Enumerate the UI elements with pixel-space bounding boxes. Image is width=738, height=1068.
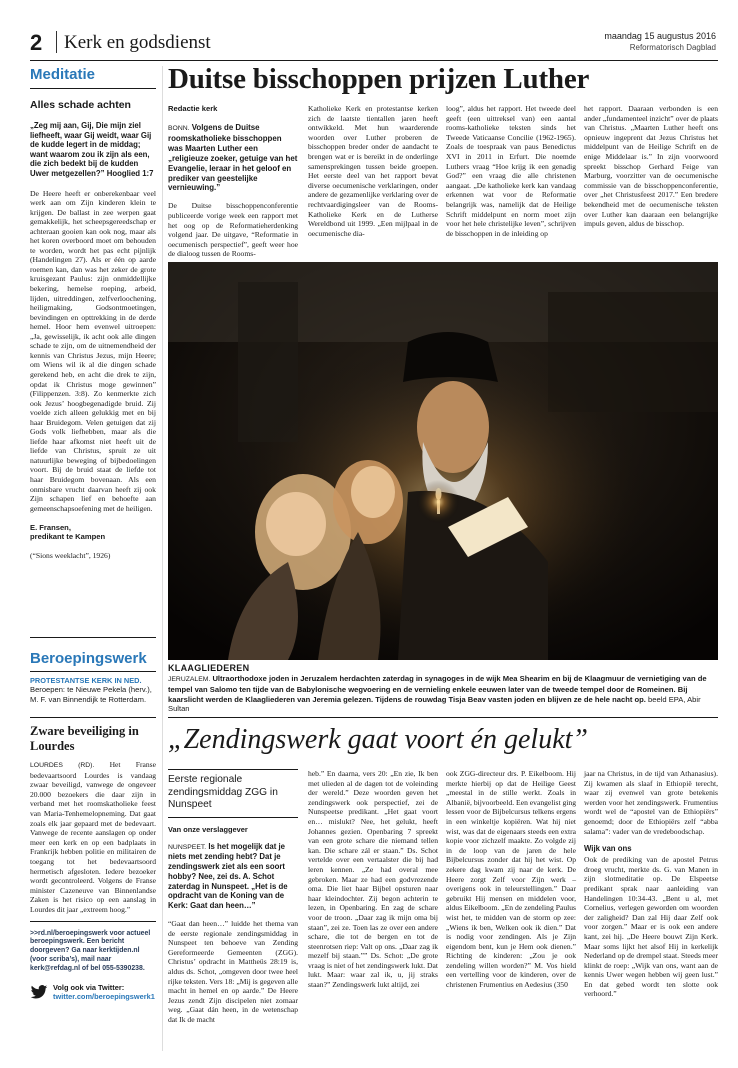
beroepingswerk-label: Beroepingswerk bbox=[30, 650, 147, 667]
article2-kicker: Eerste regionale zendingsmiddag ZGG in Nunspeet bbox=[168, 774, 278, 810]
article2-col2-text: heb.” En daarna, vers 20: „En zie, Ik ben met ulieden al de dagen tot de voleinding der wereld.” Deze woorden geven het zendingswerk ook perspectief, zei de Nunspeetse predikant. „Het gaat voort en… mislukt? Nee, het gelukt, heeft Johannes gezien. Openbaring 7 spreekt van een grote schare die niemand tellen kan. Die schare zál er staan.” Ds. Schot vertelde over een vertaalster die bij had leren kennen. „Ze had overal mee gebroken. Maar ze had een godvrezende oma. Die liet haar Bijbel opsturen naar haar kleindochter. Zij begon achterin te lezen, in Openbaring. En zag de schare voor de troon. „Daar zag ik mijn oma bij staan”, zei ze. Toen las ze over een andere schare, die tot de bergen en tot de steenrotsen riep: Valt op ons. „Daar zag ik mezelf bij staan.”” Ds. Schot: „De grote vraag is niet of het zendingswerk lukt. Dat lukt. Maar: waar zal ik, u, jij straks staan?” Zendingswerk lukt altijd, zei bbox=[308, 769, 438, 990]
lourdes-text: Het Franse bedevaartsoord Lourdes is vandaag zwaar beveiligd, vanwege de ongeveer 20.000 bezoekers die daar zijn in verband met het roomskatholieke feest van Maria-Tenhemelopneming. Dat gaat zoals elk jaar gepaard met de bedevaart. Vanwege de recente aanslagen op onder meer een kerk en op een badplaats in Frankrijk hebben politie en militairen de toegang tot het bedevaartsoord hermetisch afgesloten. Iedere bezoeker wordt gecontroleerd. Volgens de Franse minister Cazeneuve van Binnenlandse Zaken is het risico op een aanslag in Lourdes dit jaar „extreem hoog.” bbox=[30, 760, 157, 914]
header-divider bbox=[56, 31, 57, 53]
twitter-label: Volg ook via Twitter: bbox=[53, 983, 125, 993]
article2-subhead: Wijk van ons bbox=[584, 844, 632, 854]
photo-caption bbox=[168, 674, 718, 714]
article1-col1-text: De Duitse bisschoppenconferentie publiceerde vorige week een rapport met het oog op de Reformatieherdenking volgend jaar. De uitgave, “Reformatie in oecumenisch perspectief”, geeft weer hoe de dialoog tussen de Rooms- bbox=[168, 201, 298, 259]
lourdes-bottom-rule bbox=[30, 921, 156, 922]
article1-byline: Redactie kerk bbox=[168, 104, 218, 113]
article1-title: Duitse bisschoppen prijzen Luther bbox=[168, 63, 590, 95]
article2-top-rule bbox=[168, 717, 718, 718]
article1-lead bbox=[168, 123, 298, 193]
header-rule bbox=[30, 60, 718, 61]
sidebar-separator bbox=[162, 66, 163, 1051]
beroepingswerk-rule bbox=[30, 671, 156, 672]
beroepingswerk-section bbox=[30, 650, 156, 704]
twitter-bird-icon bbox=[30, 985, 48, 1000]
article2-col4-text: jaar na Christus, in de tijd van Athanasius). Zij kwamen als slaaf in Ethiopië terecht, waar zij evenwel van grote betekenis werden voor het zendingswerk. Frumentius wordt wel de “apostel van de Ethiopiërs” genoemd; door de Ethiopiërs zelf “abba salama”: vader van de vredeboodschap. bbox=[584, 769, 718, 836]
kicker-rule-bottom bbox=[168, 817, 298, 818]
article1-lead-text: Volgens de Duitse roomskatholieke bisschoppen was Maarten Luther een „religieuze zoeker, getuige van het Evangelie, leraar in het geloof en prediker van geestelijke vernieuwing.” bbox=[168, 123, 298, 193]
article2-dateline: NUNSPEET. bbox=[168, 843, 207, 851]
article2-col3-text: ook ZGG-directeur drs. P. Eikelboom. Hij merkte hierbij op dat de Heilige Geest „meestal in de stille werkt. Zoals in Albanië, bijvoorbeeld. Een evangelist ging lessen voor de Bijbelcursus telkens ergens in een winkeltje kopiëren. Wat hij niet wist, was dat de eigenaars steeds een extra kopie voor zichzelf maakte. Zo volgde zij in de loop van de jaren de hele Bijbelcursus zonder dat hij het wist. Op zekere dag kwam zij naar de kerk. De Heere zorgt Zelf voor Zijn werk – overigens ook in teleurstellingen.” Daar gebruikt Hij mensen en middelen voor, aldus Eikelboom. „En de zendeling Paulus wist het, te midden van de storm op zee: „Wiens ik ben, Welken ook ik dien.” Dat is nodig voor zendingen. Als je Zijn eigendom bent, kun je Hem ook dienen.” Richting de kinderen: „Zou je ook zendeling willen worden?” M. Vos hield een vertelling voor de kinderen, over de christenen Frumentius en Aedesius (350 bbox=[446, 769, 576, 990]
beroepingswerk-text: Beroepen: te Nieuwe Pekela (herv.), M. F. van Binnendijk te Rotterdam. bbox=[30, 685, 152, 704]
meditatie-author-role: predikant te Kampen bbox=[30, 532, 106, 542]
meditatie-label: Meditatie bbox=[30, 66, 96, 83]
twitter-block[interactable] bbox=[30, 983, 156, 1001]
meditatie-author: E. Fransen, bbox=[30, 523, 71, 533]
meditatie-quote: „Zeg mij aan, Gij, Die mijn ziel liefheeft, waar Gij weidt, waar Gij de kudde legert in de middag; want waarom zou ik zijn als een, die zich bedekt bij de kudden Uwer metgezellen?” Hooglied 1:7 bbox=[30, 121, 154, 178]
photo-caption-dateline: JERUZALEM. bbox=[168, 676, 211, 683]
section-title: Kerk en godsdienst bbox=[64, 32, 211, 53]
meditatie-source: (“Sions weeklacht”, 1926) bbox=[30, 551, 111, 561]
page-number: 2 bbox=[30, 30, 43, 55]
beroepingswerk-top-rule bbox=[30, 637, 156, 638]
article1-col1 bbox=[168, 104, 298, 259]
lourdes-dateline: LOURDES (RD). bbox=[30, 762, 95, 769]
article1-dateline: BONN. bbox=[168, 125, 190, 132]
photo-credit: beeld EPA, Abir Sultan bbox=[168, 694, 701, 714]
lourdes-top-rule bbox=[30, 717, 156, 718]
photo-illustration bbox=[168, 262, 718, 660]
article2-col4 bbox=[584, 769, 718, 999]
kicker-rule bbox=[168, 769, 298, 770]
article2-col4b-text: Ook de prediking van de apostel Petrus droeg vrucht, merkte ds. G. van Manen in zijn slotmeditatie op. De Elspeetse predikant sprak naar aanleiding van Handelingen 10:34-43. „Bent u al, met Cornelius, verlegen geworden om woorden der zaligheid? Dan zal Hij daar Zelf ook voor zorgen.” Maar er is ook een andere kant, zei hij. „De Heere bouwt Zijn Kerk. Maar soms lijkt het alsof Hij in kerkelijk Nederland op de drempel staat. Steeds meer klinkt de roep: „Wijk van ons, want aan de kennis Uwer wegen hebben wij geen lust.” En dat gebed wordt ten slotte ook verhoord.” bbox=[584, 855, 718, 999]
photo-caption-text: Ultraorthodoxe joden in Jeruzalem herdachten zaterdag in synagoges in de wijk Mea Shearim en bij de Klaagmuur de vernietiging van de tempel van Salomo ten tijde van de Babylonische wegvoering en de vernieling enkele eeuwen later van de tweede tempel door de Romeinen. Bij kaarslicht werden de Klaagliederen van Jeremia gelezen. Tijdens de rouwdag Tisja Beav vasten joden en blijven ze de hele nacht op. bbox=[168, 674, 707, 704]
meditatie-body: De Heere heeft er onberekenbaar veel werk aan om Zijn kinderen klein te krijgen. De ballast in zee werpen gaat gemakkelijk, het scheepsgereedschap er achteraan gooien kan ook nog, maar als het koren overboord moet om behouden te worden, wordt het pas echt pijnlijk (Handelingen 27). Als er één op aarde roemen kan, dan was het zeker de grote kruisgezant Paulus: zijn onmiddellijke bekering, hemelse roeping, arbeid, lijden, uitreddingen, zelfverloochening, heiligmaking, Godsontmoetingen, bevindingen en opttrekking in de derde hemel. Hoor hem evenwel uitroepen: „Ja, gewisselijk, ik acht ook alle dingen schade te zijn, om de uitnemendheid der kennis van Christus Jezus, mijn Heere; om Wiens wil ik al die dingen schade gerekend heb, en acht die drek te zijn, opdat ik Christus moge gewinnen” (Filippenzen. 3:8). Zo kenmerkte zich ook Jezus’ hoogbegenadigde bruid. Zij voelde zich alleen gelukkig met en bij haar Bruidegom. Velen getuigen dat zij Gods volk liefhebben, maar als die liefde haar afkomst niet heeft uit de liefde van Christus, spruit ze uit natuurlijke beweging of bijbedoelingen voort. Bij de bruid staat de liefde tot haar Bruidegom bovenaan. Als een onmisbare vrucht daarvan heeft zij ook Zijn schapen lief en behoefte aan gemeenschapsoefening met de heiligen. bbox=[30, 188, 156, 513]
article1-col2-text: Katholieke Kerk en protestantse kerken zich de laatste tientallen jaren heeft ontwikkeld. Met hun waarderende woorden over Luther proberen de bisschoppen breder onder de aandacht te brengen wat er is bereikt in de onderlinge samensprekingen tussen beide groepen. Het eerste deel van het rapport bevat diverse oecumenische verklaringen, onder andere de gezamenlijke verklaring over de rechtvaardigingsleer van de Rooms-Katholieke Kerk en de Lutherse Wereldbond uit 1999. „Een mijlpaal in de oecumenische dia- bbox=[308, 104, 438, 238]
article1-col3-text: loog”, aldus het rapport. Het tweede deel geeft (een uittreksel van) een aantal rooms-katholieke teksten sinds het Tweede Vaticaanse Concilie (1962-1965). Zoals de toespraak van paus Benedictus XVI in 2011 in Erfurt. Die noemde Luthers vraag “Hoe krijg ik een genadig God?” een vraag die alle christenen aangaat. „De katholieke kerk kan vandaag erkennen wat voor de Reformatie belangrijk was, namelijk dat de Heilige Schrift middelpunt en norm moet zijn voor het hele christelijke leven”, schrijven de bisschoppen in de inleiding op bbox=[446, 104, 576, 238]
twitter-link[interactable]: twitter.com/beroepingswerk1 bbox=[53, 992, 155, 1002]
photo-caption-title: KLAAGLIEDEREN bbox=[168, 663, 250, 673]
header-paper: Reformatorisch Dagblad bbox=[629, 43, 716, 52]
meditatie-rule bbox=[30, 88, 156, 89]
meditatie-title: Alles schade achten bbox=[30, 99, 131, 111]
meditatie-section bbox=[30, 66, 156, 560]
klaagliederen-photo bbox=[168, 262, 718, 660]
beroepingswerk-church: PROTESTANTSE KERK IN NED. bbox=[30, 676, 142, 685]
beroepingswerk-links[interactable]: >>rd.nl/beroepingswerk voor actueel beroepingswerk. Een bericht doorgeven? Ga naar kerktijden.nl (voor scriba’s), mail naar kerk@refdag.nl of bel 055-5390238. bbox=[30, 929, 151, 972]
article2-title: „Zendingswerk gaat voort én gelukt” bbox=[168, 724, 588, 755]
lourdes-body bbox=[30, 760, 156, 915]
lourdes-section bbox=[30, 724, 156, 1001]
article1-col4-text: het rapport. Daaraan verbonden is een ander „fundamenteel inzicht” over de plaats van Christus. „Maarten Luther heeft ons opnieuw ingeprent dat Jezus Christus het middelpunt van de Heilige Schrift en de enige Middelaar is.” In zijn voorwoord spreekt bisschop Gerhard Feige van Marburg, voorzitter van de oecumenische commissie van de bisschoppenconferentie, over „het Christusfeest 2017.” Een bredere bekendheid met de oecumenische teksten over Luther kan daaraan een belangrijke impuls geven, aldus de bisschop. bbox=[584, 104, 718, 229]
article2-lead-text: Is het mogelijk dat je niets met zending hebt? Dat je zendingswerk ziet als een soort hobby? Nee, zei ds. A. Schot zaterdag in Nunspeet. „Het is de opdracht van de Koning van de Kerk: Gaat dan heen…” bbox=[168, 841, 288, 911]
article2-byline: Van onze verslaggever bbox=[168, 824, 248, 834]
article2-lead bbox=[168, 842, 298, 912]
lourdes-title: Zware beveiliging in Lourdes bbox=[30, 724, 139, 753]
article2-col1-text: “Gaat dan heen…” luidde het thema van de eerste regionale zendingsmiddag in Nunspeet ten behoeve van Zending Gereformeerde Gemeenten (ZGG). Christus’ opdracht in Mattheüs 28:19 is, aldus ds. Schot, „omgeven door twee heel rijke teksten. Vers 18: „Mij is gegeven alle macht in hemel en op aarde.” De Heere Jezus zendt Zijn discipelen niet zomaar weg. „Gaat dán heen, in de wetenschap dat Ik de macht bbox=[168, 919, 298, 1025]
article2-col1 bbox=[168, 769, 298, 1025]
header-date: maandag 15 augustus 2016 bbox=[604, 31, 716, 41]
